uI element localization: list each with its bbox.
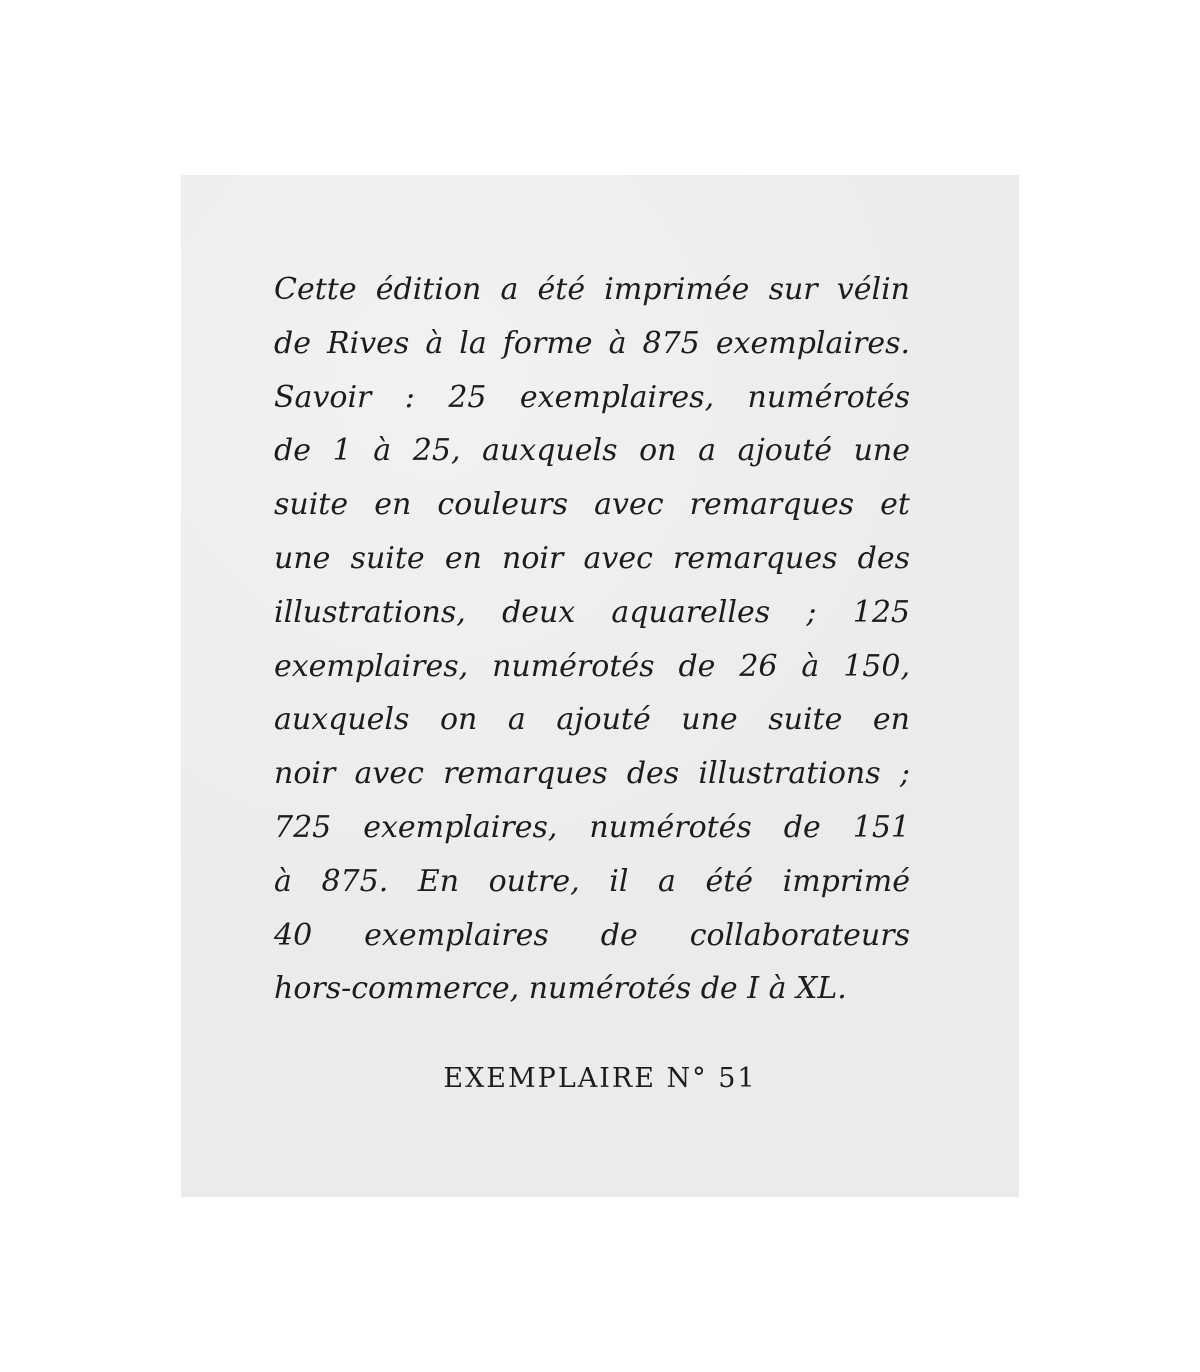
text-line: hors-commerce, numérotés de I à XL. (274, 971, 847, 1007)
text-line: une suite en noir avec remarques des (274, 540, 910, 576)
text-line: 40 exemplaires de collaborateurs (274, 917, 910, 953)
text-line: à 875. En outre, il a été imprimé (274, 863, 910, 899)
copy-number: EXEMPLAIRE N° 51 (443, 1063, 757, 1094)
text-line: Cette édition a été imprimée sur vélin (274, 272, 910, 307)
text-line: noir avec remarques des illustrations ; (274, 756, 910, 792)
text-line: exemplaires, numérotés de 26 à 150, (274, 648, 910, 684)
text-line: illustrations, deux aquarelles ; 125 (274, 594, 910, 630)
text-line: Savoir : 25 exemplaires, numérotés (274, 379, 910, 415)
text-line: auxquels on a ajouté une suite en (274, 702, 910, 738)
printed-page (181, 175, 1019, 1197)
text-line: de 1 à 25, auxquels on a ajouté une (274, 433, 910, 469)
justification-paragraph (274, 263, 910, 1016)
text-line: de Rives à la forme à 875 exemplaires. (274, 325, 910, 361)
text-line: suite en couleurs avec remarques et (274, 487, 910, 523)
text-line: 725 exemplaires, numérotés de 151 (274, 809, 910, 845)
